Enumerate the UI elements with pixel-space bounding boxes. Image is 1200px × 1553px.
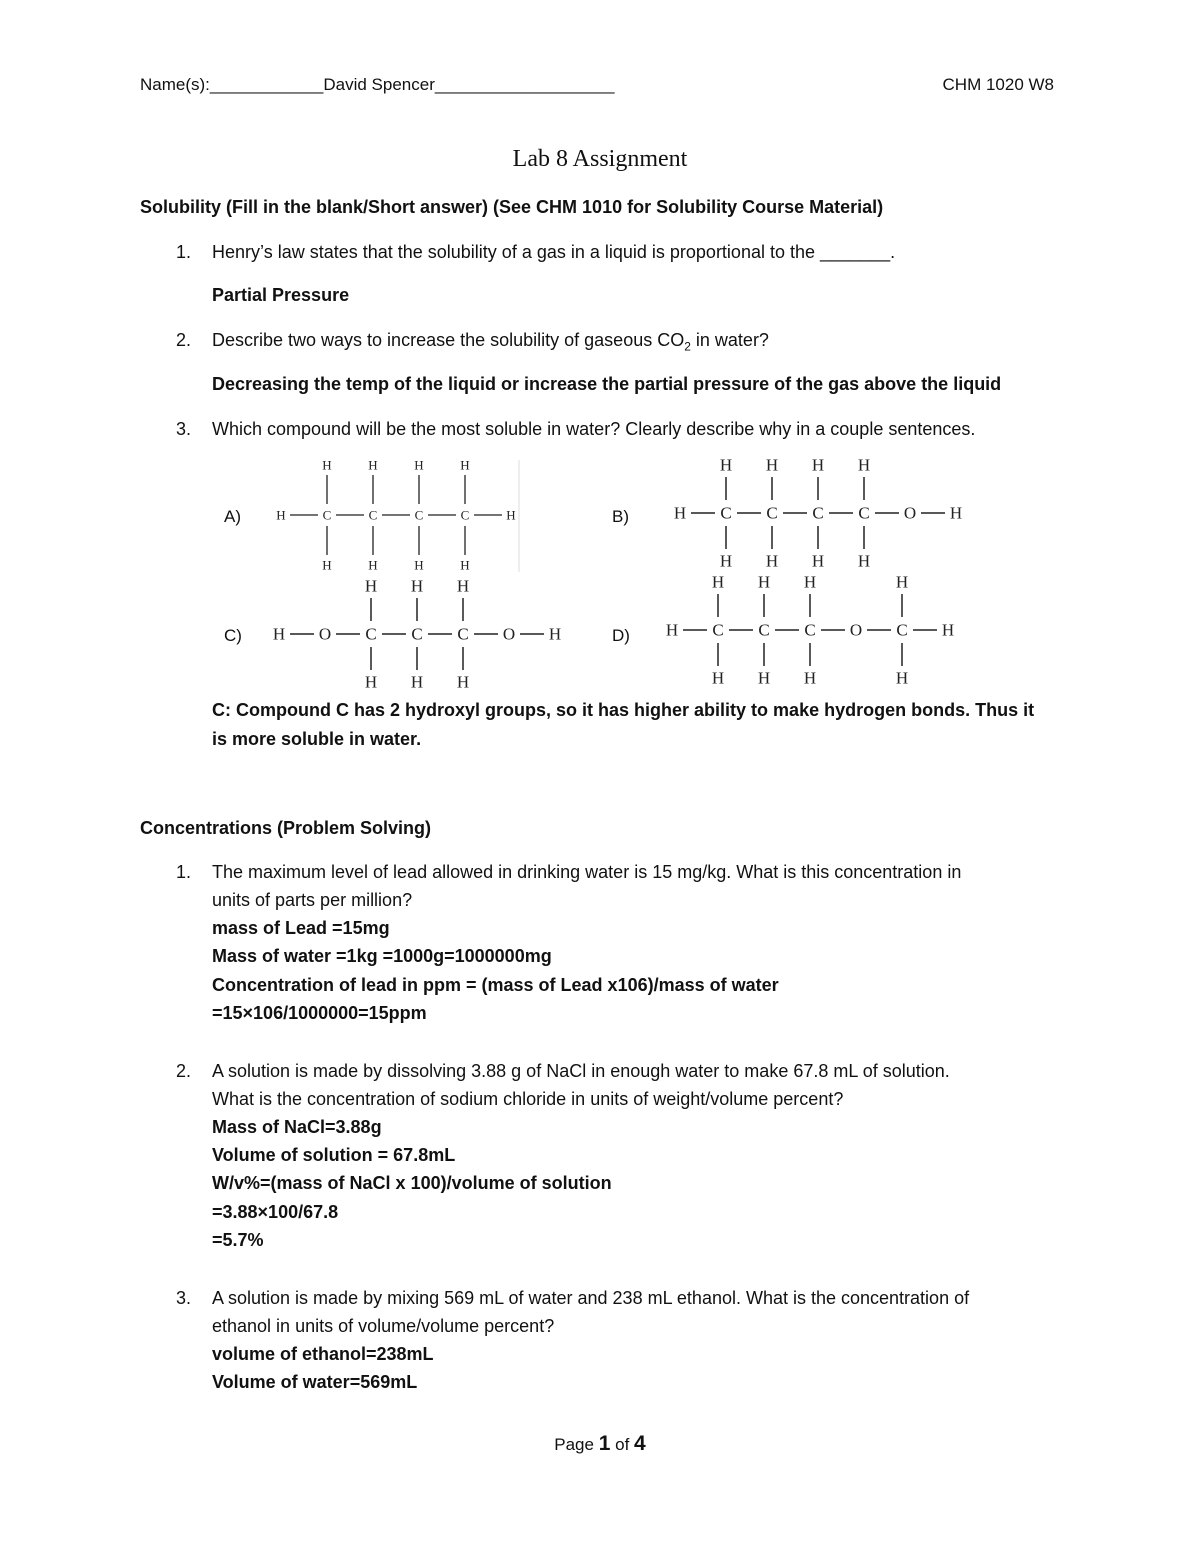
name-line: Name(s):____________David Spencer___________________ [140,75,615,94]
molecule-structures [0,0,1200,720]
conc-q1-answer-2: Mass of water =1kg =1000g=1000000mg [212,946,552,966]
atom-hydrogen: H [719,455,733,475]
structure-label-c: C) [224,626,242,645]
atom-hydrogen: H [276,507,286,523]
atom-hydrogen: H [857,455,871,475]
atom-carbon: C [365,624,377,644]
sol-q1-number: 1. [176,242,192,262]
atom-hydrogen: H [895,572,909,592]
atom-hydrogen: H [414,557,424,573]
molecule-b [674,456,962,571]
molecule-d [666,573,954,688]
atom-hydrogen: H [456,672,470,692]
conc-q2-answer-1: Mass of NaCl=3.88g [212,1117,382,1137]
atom-carbon: C [804,620,816,640]
atom-hydrogen: H [548,624,562,644]
sol-q3-answer-line2: is more soluble in water. [212,729,422,749]
atom-hydrogen: H [673,503,687,523]
sol-q3-text: Which compound will be the most soluble in water? Clearly describe why in a couple sentences. [212,419,976,439]
atom-hydrogen: H [460,557,470,573]
conc-q1-text-line2: units of parts per million? [212,890,413,910]
conc-q1-text-line1: The maximum level of lead allowed in drinking water is 15 mg/kg. What is this concentration in [212,862,962,882]
atom-hydrogen: H [719,551,733,571]
atom-carbon: C [414,507,424,523]
atom-carbon: C [720,503,732,523]
atom-hydrogen: H [803,668,817,688]
conc-q1-number: 1. [176,862,192,882]
atom-hydrogen: H [410,576,424,596]
conc-q2-answer-5: =5.7% [212,1230,264,1250]
conc-q3-text-line1: A solution is made by mixing 569 mL of water and 238 mL ethanol. What is the concentration of [212,1288,970,1308]
sol-q3-number: 3. [176,419,192,439]
atom-hydrogen: H [857,551,871,571]
conc-q3-answer-2: Volume of water=569mL [212,1372,418,1392]
conc-q2-answer-4: =3.88×100/67.8 [212,1202,339,1222]
atom-carbon: C [368,507,378,523]
atom-hydrogen: H [460,457,470,473]
atom-hydrogen: H [456,576,470,596]
molecule-c [273,577,561,692]
conc-q2-answer-3: W/v%=(mass of NaCl x 100)/volume of solution [212,1173,612,1193]
atom-hydrogen: H [414,457,424,473]
conc-q3-number: 3. [176,1288,192,1308]
structure-label-b: B) [612,507,629,526]
conc-q2-answer-2: Volume of solution = 67.8mL [212,1145,456,1165]
atom-carbon: C [758,620,770,640]
page-footer: Page 1 of 4 [554,1432,646,1455]
atom-hydrogen: H [665,620,679,640]
atom-hydrogen: H [811,455,825,475]
atom-hydrogen: H [368,557,378,573]
conc-q3-answer-1: volume of ethanol=238mL [212,1344,434,1364]
conc-q2-number: 2. [176,1061,192,1081]
sol-q1-answer: Partial Pressure [212,285,350,305]
conc-q3-text-line2: ethanol in units of volume/volume percent? [212,1316,555,1336]
atom-oxygen: O [318,624,332,644]
atom-hydrogen: H [949,503,963,523]
sol-q3-answer-line1: C: Compound C has 2 hydroxyl groups, so it has higher ability to make hydrogen bonds. Thus it [212,700,1035,720]
atom-hydrogen: H [757,668,771,688]
sol-q2-text: Describe two ways to increase the solubility of gaseous $CO_2$ in water? [212,330,769,354]
atom-hydrogen: H [322,457,332,473]
page-title: Lab 8 Assignment [512,146,688,172]
sol-q2-number: 2. [176,330,192,350]
atom-carbon: C [460,507,470,523]
atom-hydrogen: H [765,455,779,475]
conc-q1-answer-1: mass of Lead =15mg [212,918,390,938]
atom-carbon: C [858,503,870,523]
atom-carbon: C [712,620,724,640]
atom-oxygen: O [849,620,863,640]
sol-q1-text: Henry’s law states that the solubility of a gas in a liquid is proportional to the _______. [212,242,896,262]
atom-hydrogen: H [765,551,779,571]
conc-q1-answer-4: =15×106/1000000=15ppm [212,1003,427,1023]
structure-label-d: D) [612,626,630,645]
course-code: CHM 1020 W8 [942,75,1054,94]
atom-carbon: C [457,624,469,644]
conc-q2-text-line1: A solution is made by dissolving 3.88 g of NaCl in enough water to make 67.8 mL of solution. [212,1061,950,1081]
atom-oxygen: O [502,624,516,644]
conc-q1-answer-3: Concentration of lead in ppm = (mass of Lead x106)/mass of water [212,975,779,995]
atom-oxygen: O [903,503,917,523]
atom-hydrogen: H [711,572,725,592]
atom-carbon: C [411,624,423,644]
conc-q2-text-line2: What is the concentration of sodium chloride in units of weight/volume percent? [212,1089,844,1109]
structure-label-a: A) [224,507,241,526]
concentrations-heading: Concentrations (Problem Solving) [140,818,432,838]
molecule-a [276,458,515,573]
atom-hydrogen: H [711,668,725,688]
atom-hydrogen: H [364,576,378,596]
atom-carbon: C [766,503,778,523]
atom-hydrogen: H [941,620,955,640]
atom-hydrogen: H [364,672,378,692]
atom-hydrogen: H [895,668,909,688]
atom-hydrogen: H [803,572,817,592]
atom-hydrogen: H [506,507,516,523]
atom-carbon: C [322,507,332,523]
atom-hydrogen: H [757,572,771,592]
atom-hydrogen: H [410,672,424,692]
atom-carbon: C [812,503,824,523]
atom-carbon: C [896,620,908,640]
solubility-heading: Solubility (Fill in the blank/Short answer) (See CHM 1010 for Solubility Course Material) [140,197,884,217]
atom-hydrogen: H [368,457,378,473]
atom-hydrogen: H [272,624,286,644]
sol-q2-answer: Decreasing the temp of the liquid or increase the partial pressure of the gas above the liquid [212,374,1002,394]
atom-hydrogen: H [811,551,825,571]
atom-hydrogen: H [322,557,332,573]
